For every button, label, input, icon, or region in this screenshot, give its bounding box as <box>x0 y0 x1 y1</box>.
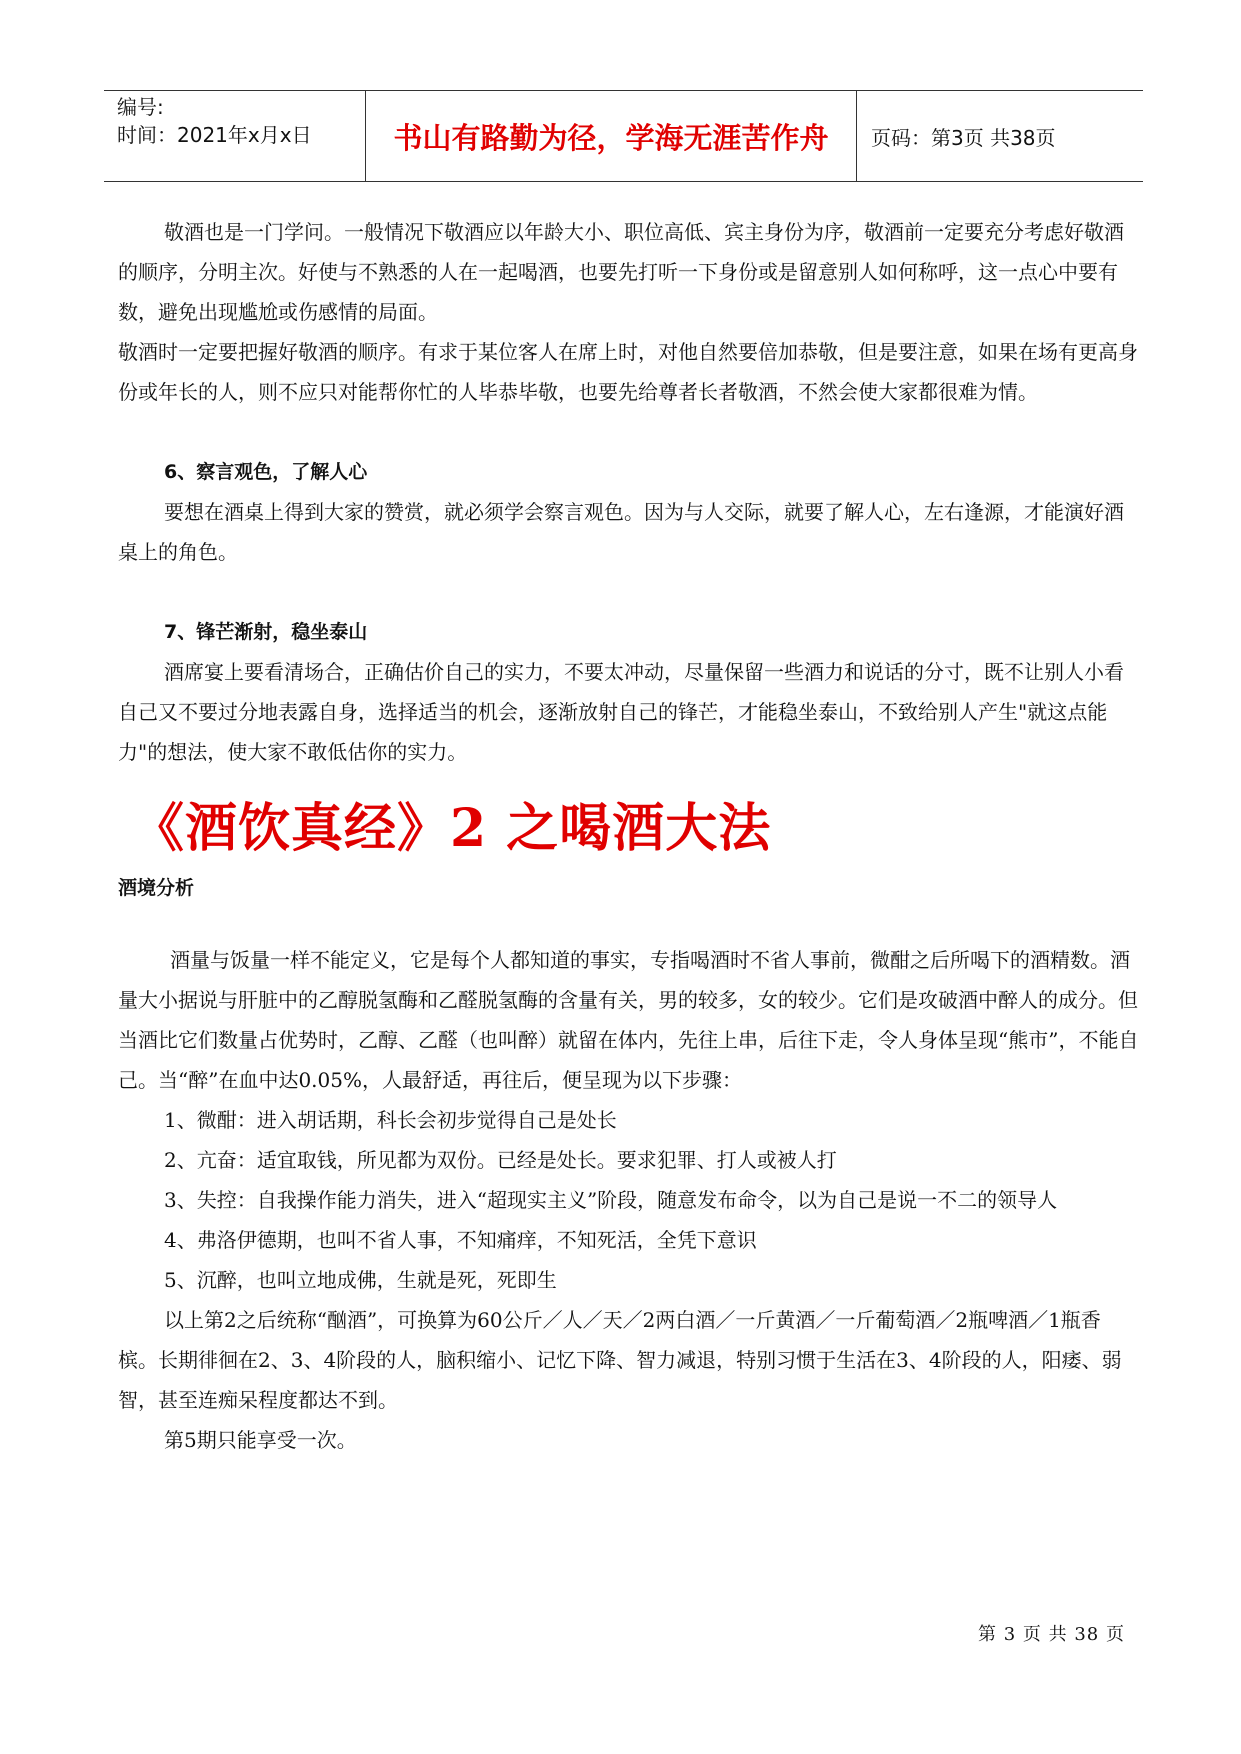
section-7-text: 酒席宴上要看清场合，正确估价自己的实力，不要太冲动，尽量保留一些酒力和说话的分寸，既不让别人小看自己又不要过分地表露自身，选择适当的机会，逐渐放射自己的锋芒，才能稳坐泰山，不致给别人产生"就这点能力"的想法，使大家不敢低估你的实力。 <box>118 660 1124 764</box>
paragraph-1: 敬酒也是一门学问。一般情况下敬酒应以年龄大小、职位高低、宾主身份为序，敬酒前一定要充分考虑好敬酒的顺序，分明主次。好使与不熟悉的人在一起喝酒，也要先打听一下身份或是留意别人如何称呼，这一点心中要有数，避免出现尴尬或伤感情的局面。 <box>118 220 1124 324</box>
section-7-title: 7、锋芒渐射，稳坐泰山 <box>164 621 368 643</box>
sub-title: 酒境分析 <box>118 877 195 899</box>
document-body <box>118 212 1140 1460</box>
header-meta <box>104 91 366 181</box>
list-item: 5、沉醉，也叫立地成佛，生就是死，死即生 <box>164 1268 557 1292</box>
time-label: 时间：2021年x月x日 <box>117 123 312 147</box>
page-footer: 第 3 页 共 38 页 <box>978 1624 1125 1645</box>
section-6-text: 要想在酒桌上得到大家的赞赏，就必须学会察言观色。因为与人交际，就要了解人心，左右逢源，才能演好酒桌上的角色。 <box>118 500 1124 564</box>
chapter-title: 《酒饮真经》2 之喝酒大法 <box>132 798 772 859</box>
number-label: 编号: <box>117 95 164 119</box>
list-item: 2、亢奋：适宜取钱，所见都为双份。已经是处长。要求犯罪、打人或被人打 <box>164 1148 837 1172</box>
paragraph-2: 敬酒时一定要把握好敬酒的顺序。有求于某位客人在席上时，对他自然要倍加恭敬，但是要注意，如果在场有更高身份或年长的人，则不应只对能帮你忙的人毕恭毕敬，也要先给尊者长者敬酒，不然会使大家都很难为情。 <box>118 340 1138 404</box>
page-header <box>104 90 1143 182</box>
list-item: 3、失控：自我操作能力消失，进入“超现实主义”阶段，随意发布命令，以为自己是说一不二的领导人 <box>164 1188 1058 1212</box>
list-item: 4、弗洛伊德期，也叫不省人事，不知痛痒，不知死活，全凭下意识 <box>164 1228 757 1252</box>
paragraph-3: 酒量与饭量一样不能定义，它是每个人都知道的事实，专指喝酒时不省人事前，微酣之后所喝下的酒精数。酒量大小据说与肝脏中的乙醇脱氢酶和乙醛脱氢酶的含量有关，男的较多，女的较少。它们是攻破酒中醉人的成分。但当酒比它们数量占优势时，乙醇、乙醛（也叫醉）就留在体内，先往上串，后往下走，令人身体呈现“熊市”，不能自己。当“醉”在血中达0.05%，人最舒适，再往后，便呈现为以下步骤： <box>118 948 1139 1092</box>
header-page-label: 页码：第3页 共38页 <box>871 125 1056 150</box>
paragraph-5: 第5期只能享受一次。 <box>164 1428 357 1452</box>
header-motto: 书山有路勤为径，学海无涯苦作舟 <box>366 91 857 181</box>
paragraph-4: 以上第2之后统称“酗酒”，可换算为60公斤／人／天／2两白酒／一斤黄酒／一斤葡萄酒／2瓶啤酒／1瓶香槟。长期徘徊在2、3、4阶段的人，脑积缩小、记忆下降、智力减退，特别习惯于生活在3、4阶段的人，阳痿、弱智，甚至连痴呆程度都达不到。 <box>118 1308 1122 1412</box>
list-item: 1、微酣：进入胡话期，科长会初步觉得自己是处长 <box>164 1108 617 1132</box>
section-6-title: 6、察言观色，了解人心 <box>164 461 368 483</box>
